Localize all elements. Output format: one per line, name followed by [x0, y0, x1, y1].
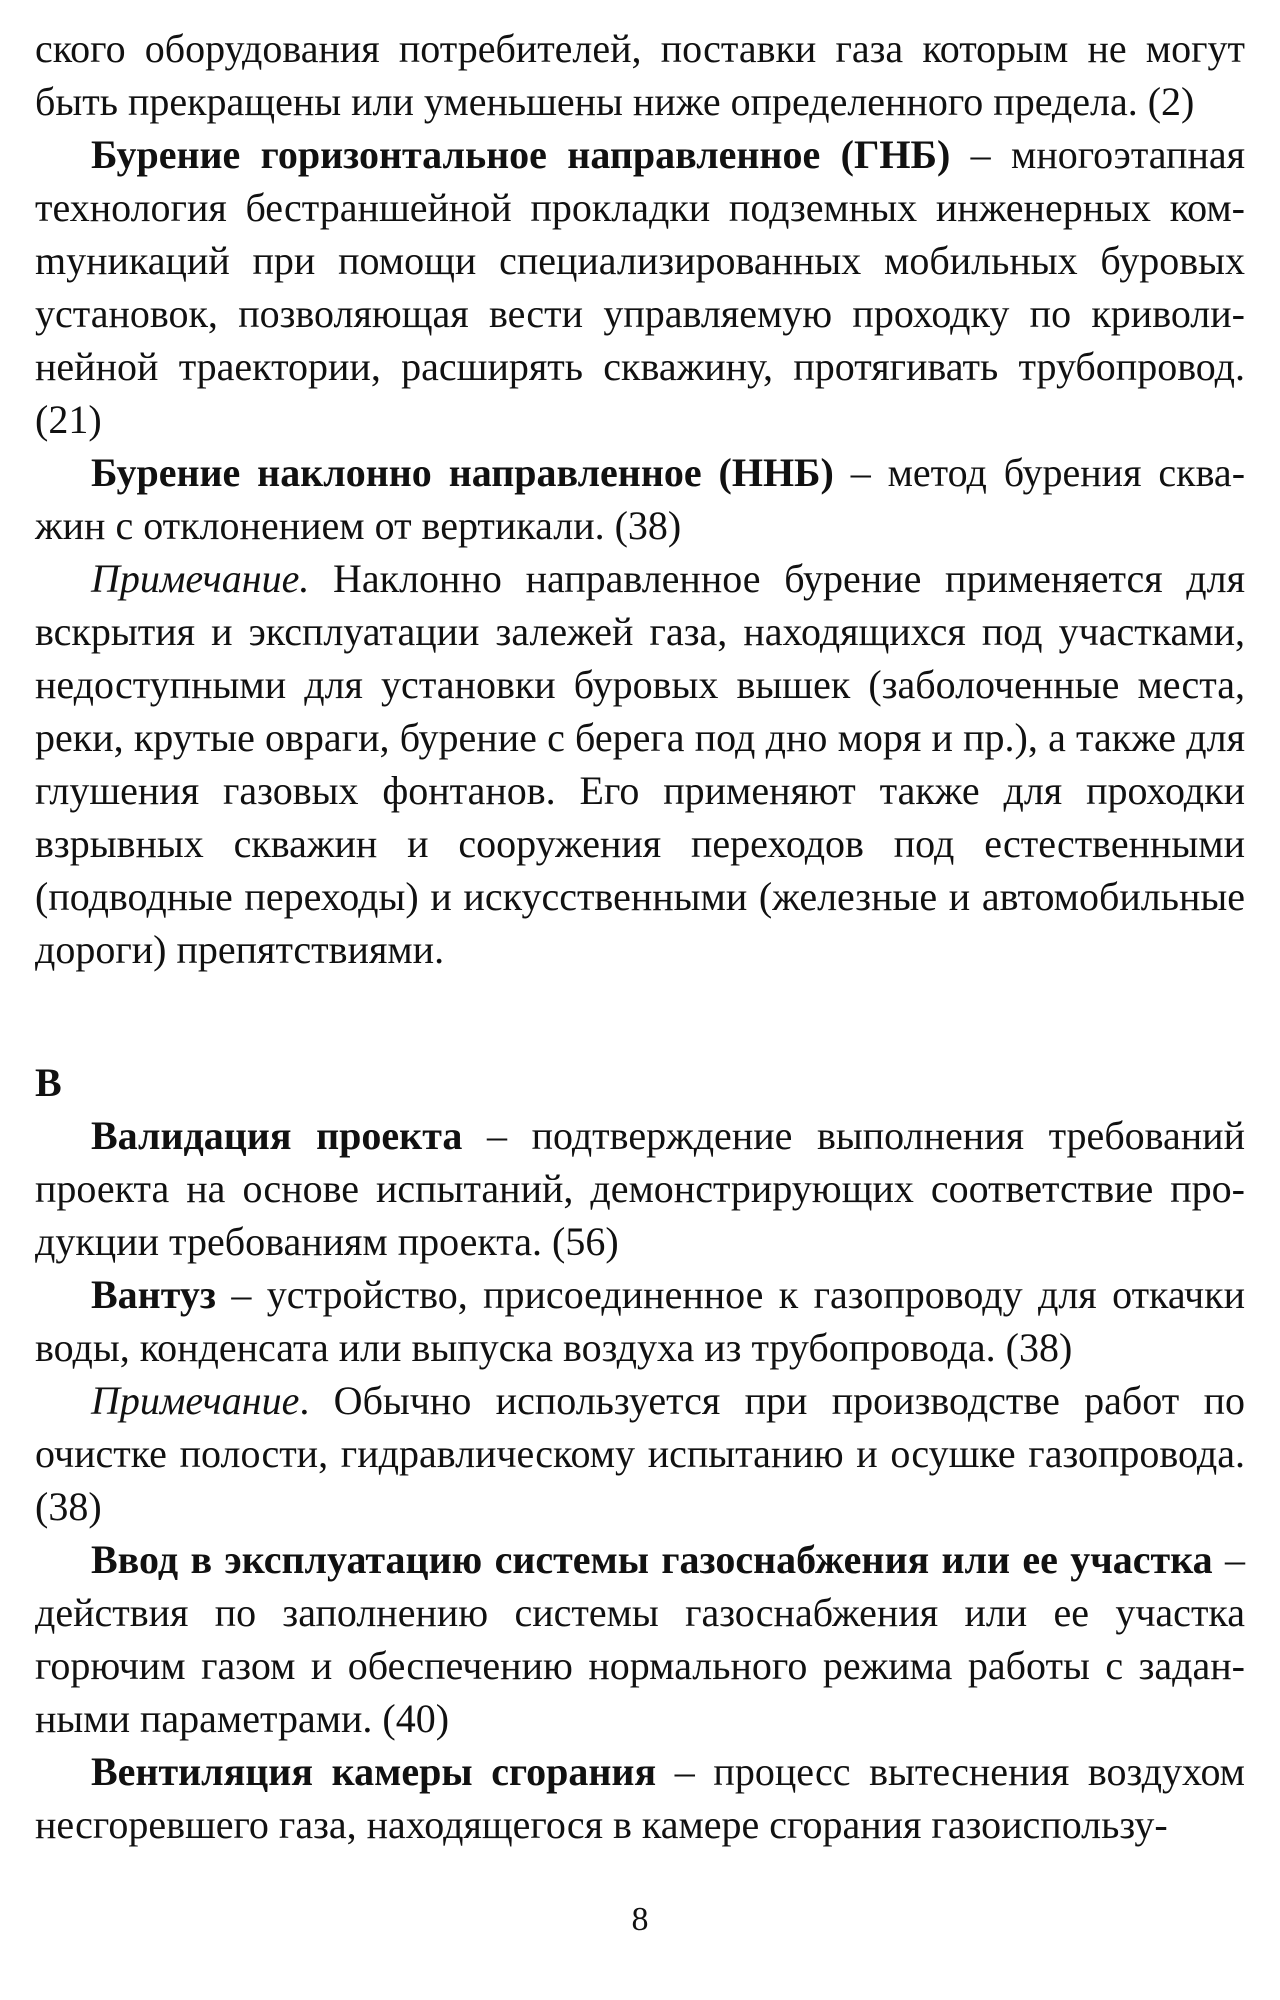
document-page [35, 22, 1245, 1851]
note-label: Примечание [91, 1378, 300, 1423]
term-ventilation: Вентиляция камеры сгорания [91, 1749, 657, 1794]
glossary-entry-validation [35, 1109, 1245, 1268]
glossary-entry-vantuz [35, 1268, 1245, 1374]
term-nnb: Бурение наклонно направленное (ННБ) [91, 450, 834, 495]
note-text: Наклонно направленное бурение применяется для вскрытия и эксплуатации залежей газа, находящихся под участками, недоступными для установки буровых вышек (заболоченные места, реки, крутые овраги, бурение с берега под дно моря и пр.), а также для глушения газовых фонтанов. Его применяют также для проходки взрывных скважин и сооружения переходов под естественными (подводные переходы) и искусственными (железные и автомобильные дороги) препятствиями. [35, 556, 1245, 972]
term-gnb: Бурение горизонтальное направленное (ГНБ) [91, 132, 951, 177]
definition-nnb: – метод бурения скважин с отклонением от вертикали. (38) [35, 450, 1246, 548]
note-text: . Обычно используется при производстве работ по очистке полости, гидравлическому испытанию и осушке газопровода. (38) [35, 1378, 1245, 1529]
definition-ventilation: – процесс вытеснения воздухом несгоревшего газа, находящегося в камере сгорания газоиспользу- [35, 1749, 1245, 1847]
definition-validation: – подтверждение выполнения требований проекта на основе испытаний, демонстрирующих соответствие продукции требованиям проекта. (56) [35, 1113, 1245, 1264]
section-gap [35, 976, 1245, 1056]
paragraph-continued: ского оборудования потребителей, поставки газа которым не могут быть прекращены или уменьшены ниже определенного предела. (2) [35, 26, 1245, 124]
definition-vantuz: – устройство, присоединенное к газопроводу для откачки воды, конденсата или выпуска воздуха из трубопровода. (38) [35, 1272, 1245, 1370]
note-vantuz [35, 1374, 1245, 1533]
glossary-entry-nnb [35, 446, 1245, 552]
term-vantuz: Вантуз [91, 1272, 216, 1317]
glossary-entry-gnb [35, 128, 1245, 446]
page-number: 8 [631, 1901, 649, 1938]
note-nnb [35, 552, 1245, 976]
glossary-entry-commissioning [35, 1533, 1245, 1745]
definition-commissioning: – действия по заполнению системы газоснабжения или ее участка горючим газом и обеспечению нормального режима работы с заданными параметрами. (40) [35, 1537, 1246, 1741]
term-commissioning: Ввод в эксплуатацию системы газоснабжения или ее участка [91, 1537, 1213, 1582]
section-letter: В [35, 1060, 62, 1105]
term-validation: Валидация проекта [91, 1113, 463, 1158]
note-label: Примечание. [91, 556, 310, 601]
glossary-entry-ventilation [35, 1745, 1245, 1851]
definition-gnb: – многоэтапная технология бестраншейной прокладки подземных инженерных комmуникаций при помощи специализированных мобильных буровых установок, позволяющая вести управляемую проходку по криволинейной траектории, расширять скважину, протягивать трубопровод. (21) [35, 132, 1246, 442]
